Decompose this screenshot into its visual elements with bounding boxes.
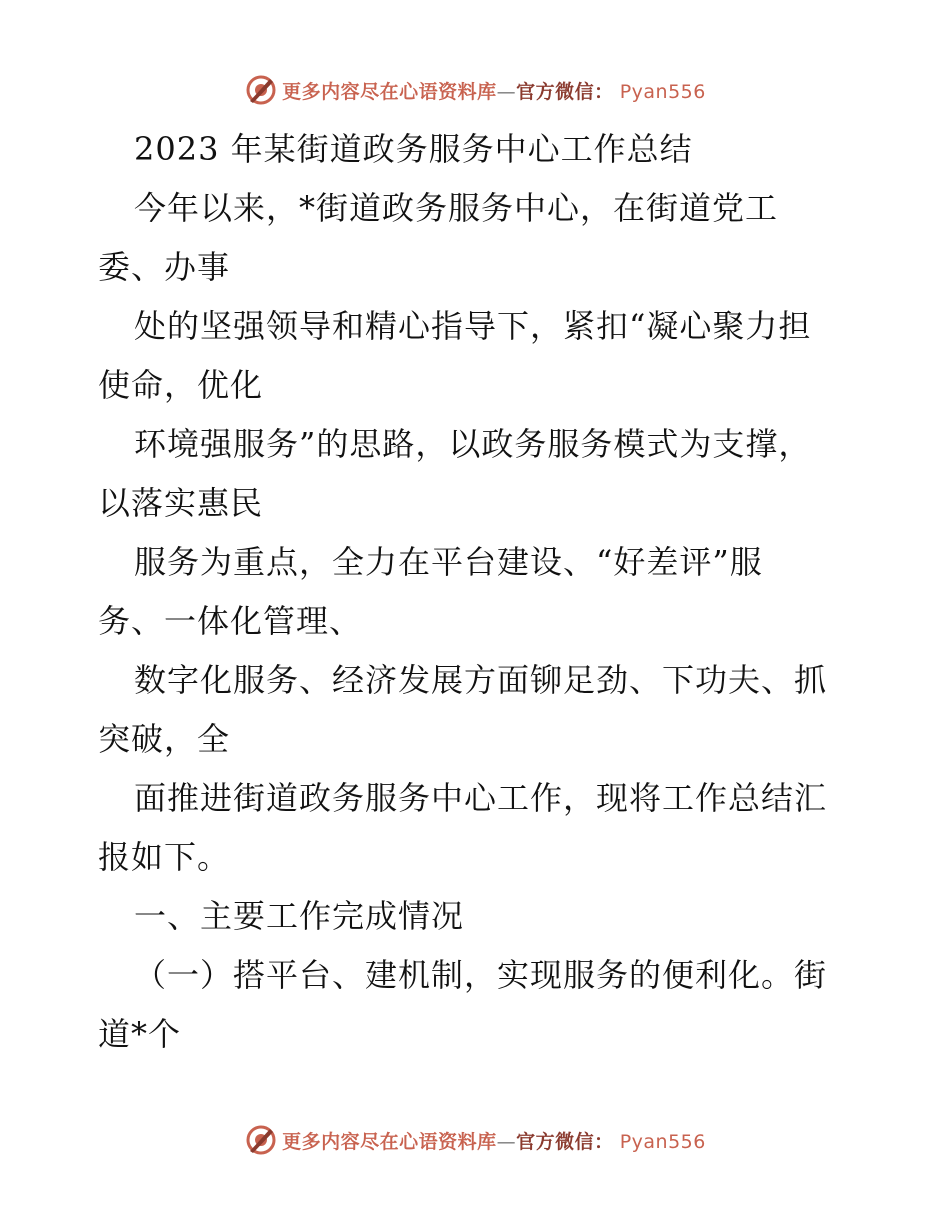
quill-logo-icon — [244, 73, 278, 107]
text-line: 数字化服务、经济发展方面铆足劲、下功夫、抓 — [134, 661, 828, 699]
footer-watermark — [0, 1120, 950, 1160]
text-line: 突破，全 — [98, 720, 231, 758]
watermark-text — [282, 77, 706, 104]
watermark-sub: 官方微信： — [516, 80, 614, 103]
watermark-main: 更多内容尽在心语资料库 — [282, 80, 497, 103]
watermark-dash: — — [496, 1130, 517, 1153]
text-line: 今年以来，*街道政务服务中心，在街道党工 — [134, 189, 779, 227]
watermark-sub: 官方微信： — [516, 1130, 614, 1153]
section-heading: 一、主要工作完成情况 — [134, 897, 465, 935]
text-line: 面推进街道政务服务中心工作，现将工作总结汇 — [134, 779, 828, 817]
text-line: 使命，优化 — [98, 366, 264, 404]
header-watermark — [0, 70, 950, 110]
watermark-main: 更多内容尽在心语资料库 — [282, 1130, 497, 1153]
subsection-heading: （一）搭平台、建机制，实现服务的便利化。街 — [134, 956, 828, 994]
text-line: 委、办事 — [98, 248, 231, 286]
text-line: 以落实惠民 — [98, 484, 264, 522]
text-line: 务、一体化管理、 — [98, 602, 363, 640]
text-line: 报如下。 — [98, 838, 231, 876]
text-line: 环境强服务”的思路，以政务服务模式为支撑， — [134, 425, 812, 463]
document-title: 2023 年某街道政务服务中心工作总结 — [134, 130, 693, 168]
text-line: 服务为重点，全力在平台建设、“好差评”服 — [134, 543, 763, 581]
watermark-dash: — — [496, 80, 517, 103]
text-line: 道*个 — [98, 1015, 182, 1053]
document-body — [98, 120, 858, 1064]
watermark-text — [282, 1127, 706, 1154]
watermark-id: Pyan556 — [619, 1130, 706, 1153]
text-line: 处的坚强领导和精心指导下，紧扣“凝心聚力担 — [134, 307, 812, 345]
quill-logo-icon — [244, 1123, 278, 1157]
watermark-id: Pyan556 — [619, 80, 706, 103]
